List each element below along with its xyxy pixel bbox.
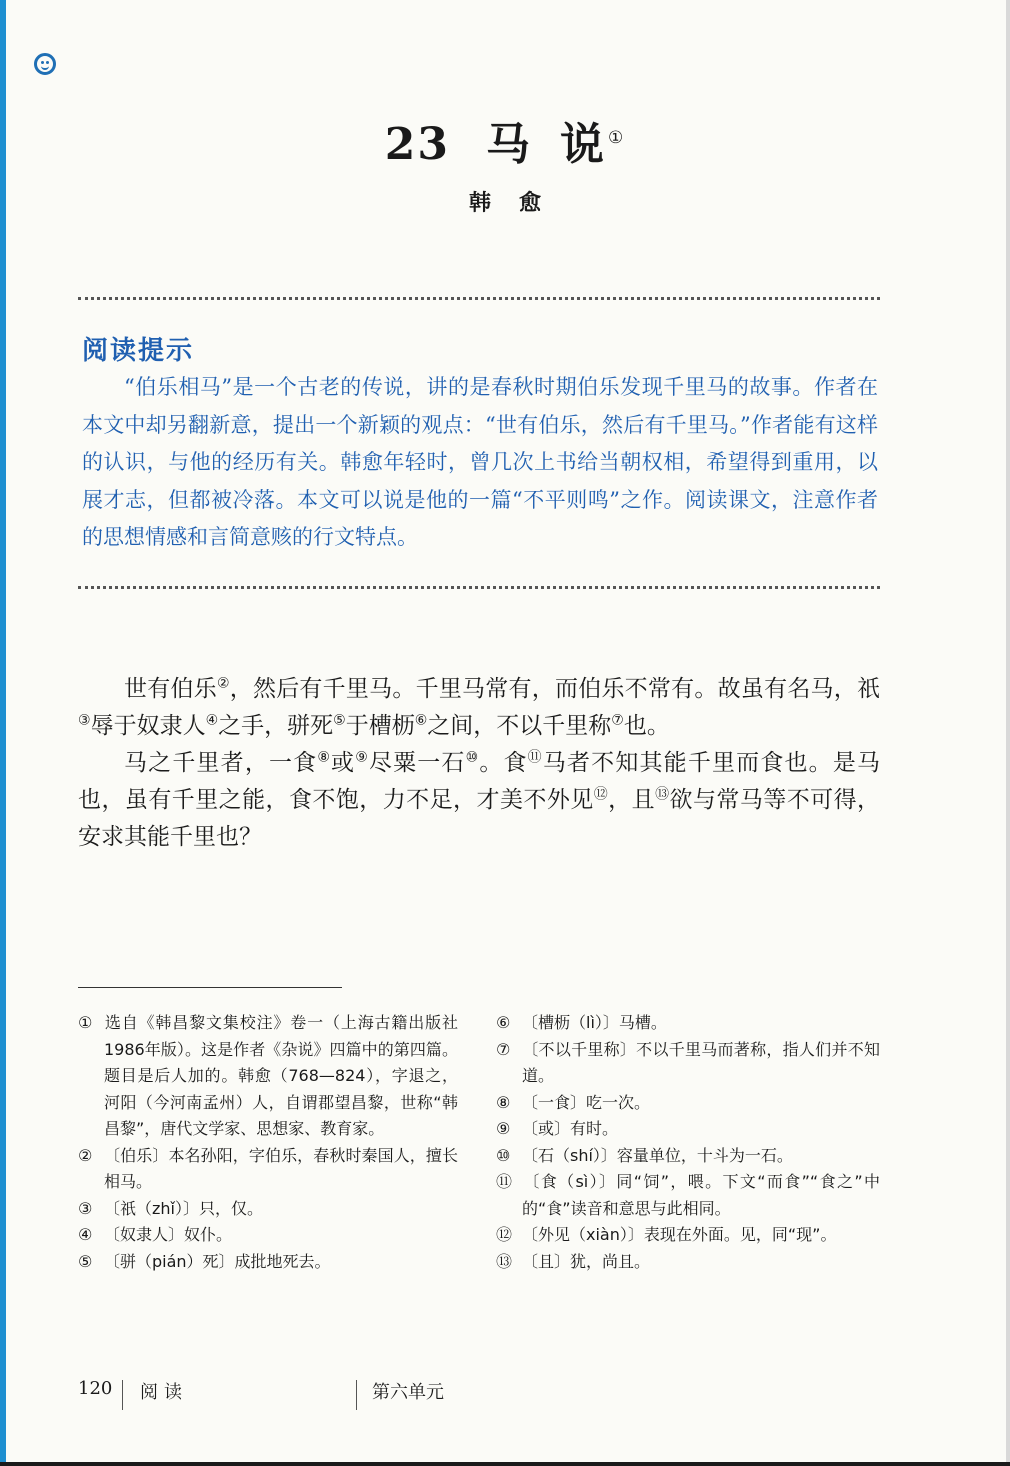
note-marker: ⑤ <box>333 712 346 729</box>
text-segment: ，然后有千里马。千里马常有，而伯乐不常有。故虽有名马，祇 <box>229 676 881 702</box>
note-marker: ③ <box>78 712 91 729</box>
text-segment: 。食 <box>479 750 528 776</box>
footnote <box>496 1010 880 1037</box>
note-marker: ② <box>216 675 230 692</box>
footnote-mark: ⑫ <box>496 1225 513 1244</box>
footnote-text: 〔伯乐〕本名孙阳，字伯乐，春秋时秦国人，擅长相马。 <box>104 1145 458 1191</box>
footer-separator <box>356 1380 357 1410</box>
footnote <box>496 1143 880 1170</box>
note-marker: ⑦ <box>611 712 624 729</box>
footnote-text: 〔骈（pián）死〕成批地死去。 <box>104 1251 331 1271</box>
dotted-divider-top <box>78 297 880 300</box>
footnote-mark: ③ <box>78 1198 93 1218</box>
dotted-divider-bottom <box>78 586 880 589</box>
note-marker: ⑫ <box>593 786 609 803</box>
footnote <box>496 1116 880 1143</box>
paragraph-1 <box>78 671 880 745</box>
footnote-text: 选自《韩昌黎文集校注》卷一（上海古籍出版社1986年版）。这是作者《杂说》四篇中的第四篇。题目是后人加的。韩愈（768—824），字退之，河阳（今河南孟州）人，自谓郡望昌黎，世称“韩昌黎”，唐代文学家、思想家、教育家。 <box>104 1013 458 1138</box>
text-segment: ，且 <box>608 787 656 813</box>
text-segment: 或 <box>331 750 356 776</box>
main-text <box>78 671 880 856</box>
note-marker: ⑥ <box>414 712 428 729</box>
text-segment: 欲与常马等不可得，安求其能千里也？ <box>78 787 881 850</box>
text-segment: 世有伯乐 <box>124 676 217 702</box>
footnote <box>78 1010 458 1143</box>
title-char-1: 马 <box>485 119 532 170</box>
text-segment: 之手，骈死 <box>218 713 334 739</box>
text-segment: 马之千里者，一食 <box>124 750 318 776</box>
footnote <box>78 1196 458 1223</box>
footnote <box>78 1143 458 1196</box>
title-char-2: 说 <box>559 119 606 170</box>
note-marker: ⑬ <box>655 786 670 803</box>
footnote <box>496 1249 880 1276</box>
footnote-mark: ⑧ <box>496 1092 511 1112</box>
footnote-rule <box>78 987 342 988</box>
page-edge-left <box>0 0 6 1466</box>
reading-tips-heading: 阅读提示 <box>82 336 195 366</box>
page-number: 120 <box>78 1378 113 1399</box>
lesson-title <box>0 108 1010 172</box>
footnote-text: 〔或〕有时。 <box>522 1119 619 1138</box>
footnote-mark: ⑬ <box>496 1251 513 1271</box>
footnote-mark: ⑪ <box>496 1172 513 1191</box>
footnote-text: 〔外见（xiàn）〕表现在外面。见，同“现”。 <box>522 1225 837 1244</box>
text-segment: 尽粟一石 <box>368 750 466 776</box>
author-name: 韩愈 <box>468 190 569 216</box>
page-edge-bottom <box>0 1462 1010 1466</box>
footnote-mark: ⑥ <box>496 1013 511 1032</box>
footnote-text: 〔槽枥（lì）〕马槽。 <box>522 1013 667 1032</box>
footnote <box>496 1037 880 1090</box>
footnote-text: 〔不以千里称〕不以千里马而著称，指人们并不知道。 <box>522 1039 880 1085</box>
text-segment: 马者不知其能千里而食也。是马也，虽有千里之能，食不饱，力不足，才美不外见 <box>78 750 881 813</box>
text-segment: 之间，不以千里称 <box>427 713 612 739</box>
note-marker: ⑨ <box>355 749 369 766</box>
footnote-text: 〔奴隶人〕奴仆。 <box>104 1225 233 1244</box>
footnotes-right-column <box>496 1010 880 1275</box>
text-segment: 辱于奴隶人 <box>90 713 206 739</box>
footnote <box>496 1222 880 1249</box>
footnote-text: 〔食（sì）〕同“饲”，喂。下文“而食”“食之”中的“食”读音和意思与此相同。 <box>522 1172 880 1218</box>
footnote-text: 〔石（shí）〕容量单位，十斗为一石。 <box>522 1145 793 1165</box>
paragraph-2 <box>78 745 880 856</box>
smiley-icon <box>34 53 56 75</box>
footnote-text: 〔一食〕吃一次。 <box>522 1092 651 1112</box>
text-segment: 也。 <box>623 713 670 739</box>
footnote-mark: ② <box>78 1145 93 1165</box>
footnote <box>496 1090 880 1117</box>
note-marker: ④ <box>205 712 219 729</box>
title-footnote-mark: ① <box>607 128 626 149</box>
footnotes-left-column <box>78 1010 458 1275</box>
footnote <box>78 1249 458 1276</box>
footnote-mark: ① <box>78 1013 93 1032</box>
note-marker: ⑧ <box>317 749 332 766</box>
footnote-text: 〔祇（zhǐ）〕只，仅。 <box>104 1198 263 1218</box>
footnote <box>496 1169 880 1222</box>
footnote-mark: ④ <box>78 1225 93 1244</box>
note-marker: ⑩ <box>465 749 480 766</box>
note-marker: ⑪ <box>527 749 543 766</box>
footnote-mark: ⑦ <box>496 1039 511 1059</box>
footer-unit: 第六单元 <box>372 1382 444 1403</box>
reading-tips-body: “伯乐相马”是一个古老的传说，讲的是春秋时期伯乐发现千里马的故事。作者在本文中却另翻新意，提出一个新颖的观点：“世有伯乐，然后有千里马。”作者能有这样的认识，与他的经历有关。韩愈年轻时，曾几次上书给当朝权相，希望得到重用，以展才志，但都被冷落。本文可以说是他的一篇“不平则鸣”之作。阅读课文，注意作者的思想情感和言简意赅的行文特点。 <box>82 375 878 549</box>
footnote-mark: ⑨ <box>496 1119 511 1138</box>
footer-separator <box>122 1380 123 1410</box>
footnote-mark: ⑤ <box>78 1251 93 1271</box>
footnote <box>78 1222 458 1249</box>
footnote-mark: ⑩ <box>496 1145 511 1165</box>
page-edge-right <box>1006 0 1010 1466</box>
footer-section: 阅读 <box>140 1382 188 1403</box>
footnote-text: 〔且〕犹，尚且。 <box>522 1251 651 1271</box>
text-segment: 于槽枥 <box>345 713 415 739</box>
lesson-number: 23 <box>384 119 450 170</box>
